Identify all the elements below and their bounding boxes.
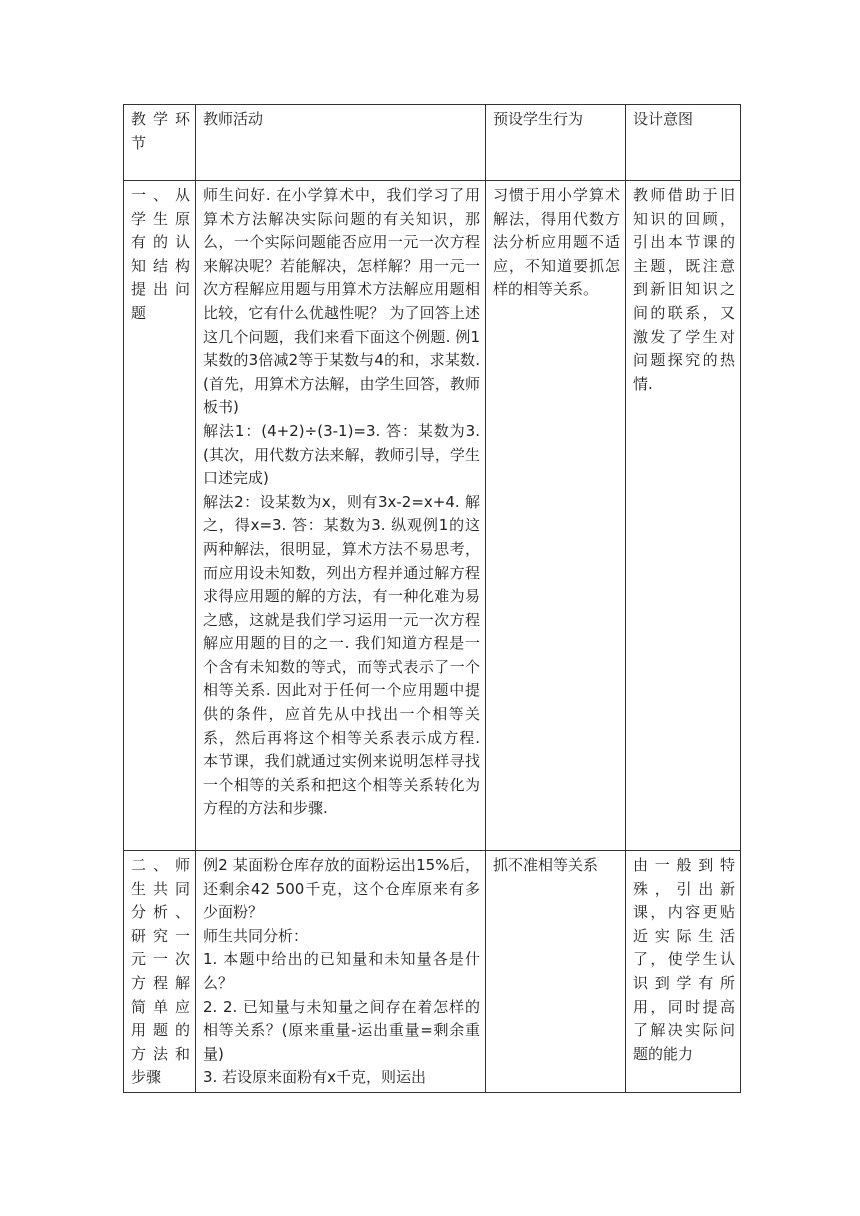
teacher-activity-cell: [196, 851, 486, 1093]
teacher-paragraph: 3. 若设原来面粉有x千克，则运出: [203, 1068, 426, 1087]
student-behavior-cell: 习惯于用小学算术解法，得用代数方法分析应用题不适应，不知道要抓怎样的相等关系。: [486, 181, 626, 851]
teacher-paragraph: 师生共同分析：: [203, 926, 309, 945]
header-stage: 教学环节: [124, 105, 196, 181]
student-behavior-cell: 抓不准相等关系: [486, 851, 626, 1093]
teacher-paragraph: 解法1：(4+2)÷(3-1)=3. 答：某数为3. (其次，用代数方法来解，教师引导，学生口述完成): [203, 421, 480, 488]
teacher-paragraph: 1. 本题中给出的已知量和未知量各是什么？: [203, 950, 480, 992]
teacher-paragraph: 例2 某面粉仓库存放的面粉运出15%后，还剩余42 500千克，这个仓库原来有多少面粉？: [203, 856, 480, 922]
header-design-intent: 设计意图: [626, 105, 741, 181]
table-row: [124, 181, 741, 851]
teacher-paragraph: 解法2：设某数为x，则有3x-2=x+4. 解之，得x=3. 答：某数为3. 纵观例1的这两种解法，很明显，算术方法不易思考，而应用设未知数，列出方程并通过解方程求得应用题的解的方法，有一种化难为易之感，这就是我们学习运用一元一次方程解应用题的目的之一. 我们知道方程是一个含有未知数的等式，而等式表示了一个相等关系. 因此对于任何一个应用题中提供的条件，应首先从中找出一个相等关系，然后再将这个相等关系表示成方程. 本节课，我们就通过实例来说明怎样寻找一个相等的关系和把这个相等关系转化为方程的方法和步骤.: [203, 492, 480, 818]
lesson-plan-table: [123, 104, 741, 1093]
stage-cell: 二、师生共同分析、研究一元一次方程解简单应用题的方法和步骤: [124, 851, 196, 1093]
table-row: [124, 851, 741, 1093]
table-header-row: [124, 105, 741, 181]
header-teacher-activity: 教师活动: [196, 105, 486, 181]
teacher-paragraph: 师生问好. 在小学算术中，我们学习了用算术方法解决实际问题的有关知识，那么，一个实际问题能否应用一元一次方程来解决呢？若能解决，怎样解？用一元一次方程解应用题与用算术方法解应用题相比较，它有什么优越性呢？ 为了回答上述这几个问题，我们来看下面这个例题. 例1 某数的3倍减2等于某数与4的和，求某数. (首先，用算术方法解，由学生回答，教师板书): [203, 186, 480, 417]
teacher-activity-cell: [196, 181, 486, 851]
teacher-paragraph: 2. 2. 已知量与未知量之间存在着怎样的相等关系？(原来重量-运出重量=剩余重量): [203, 997, 480, 1063]
design-intent-cell: 教师借助于旧知识的回顾，引出本节课的主题，既注意到新旧知识之间的联系，又激发了学生对问题探究的热情.: [626, 181, 741, 851]
stage-cell: 一、从学生原有的认知结构提出问题: [124, 181, 196, 851]
header-student-behavior: 预设学生行为: [486, 105, 626, 181]
design-intent-cell: 由一般到特殊，引出新课，内容更贴近实际生活了，使学生认识到学有所用，同时提高了解决实际问题的能力: [626, 851, 741, 1093]
